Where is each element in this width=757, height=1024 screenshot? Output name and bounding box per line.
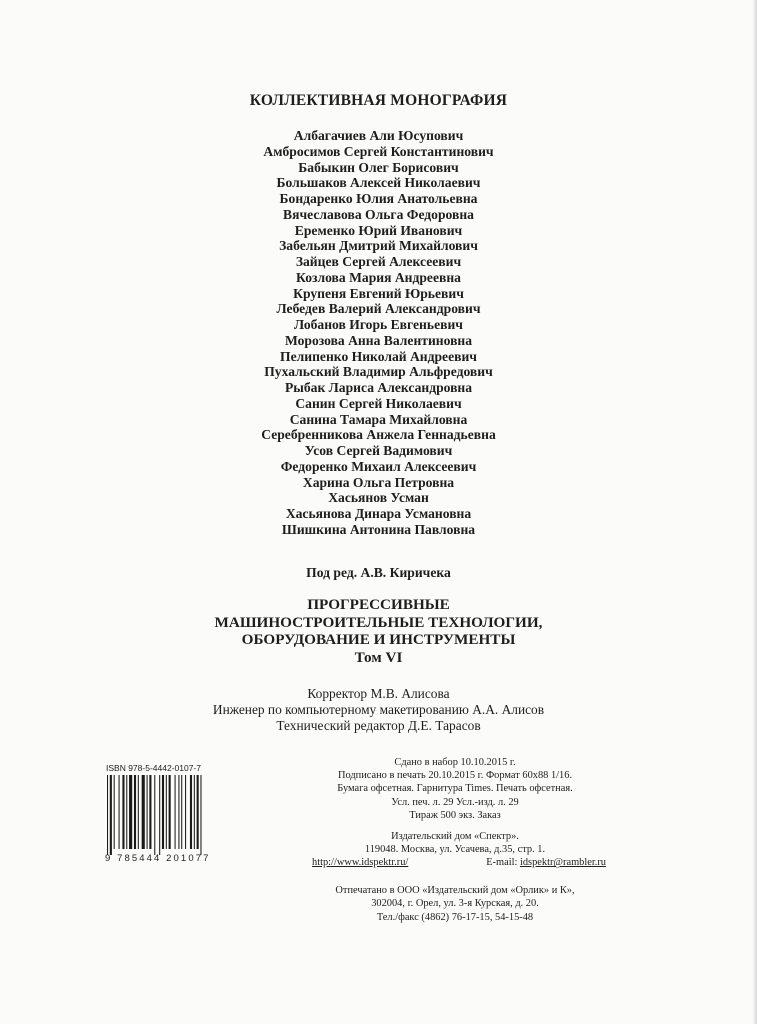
author-name: Санин Сергей Николаевич [295,395,462,411]
imprint-run: Тираж 500 экз. Заказ [409,809,501,821]
printer-line-3: Тел./факс (4862) 76-17-15, 54-15-48 [376,911,534,923]
author-name: Козлова Мария Андреевна [296,269,461,285]
author-name: Крупеня Евгений Юрьевич [293,285,464,301]
publisher-name: Издательский дом «Спектр». [391,831,519,843]
printer-line-1: Отпечатано в ООО «Издательский дом «Орлик» и К», [335,885,575,896]
author-name: Албагачиев Али Юсупович [293,128,464,143]
author-name: Федоренко Михаил Алексеевич [280,458,477,474]
author-name: Еременко Юрий Иванович [294,222,463,238]
title-line-2: МАШИНОСТРОИТЕЛЬНЫЕ ТЕХНОЛОГИИ, [214,613,543,631]
author-name: Пухальский Владимир Альфредович [264,364,493,380]
author-name: Хасьянова Динара Усмановна [285,506,472,521]
author-name: Забельян Дмитрий Михайлович [279,238,478,254]
email-label: E-mail: [486,857,520,869]
isbn-barcode [105,763,233,865]
author-name: Вячеславова Ольга Федоровна [283,206,474,222]
author-name: Большаков Алексей Николаевич [276,175,481,191]
author-name: Серебренникова Анжела Геннадьевна [261,427,496,443]
monograph-heading: КОЛЛЕКТИВНАЯ МОНОГРАФИЯ [249,92,508,109]
barcode-bars-icon [105,775,233,855]
email-contact [486,856,606,869]
barcode-number: 9 785444 201077 [105,853,211,864]
publisher-url-link[interactable]: http://www.idspektr.ru/ [312,857,409,869]
imprint-block [290,756,620,870]
book-title [0,596,757,666]
imprint-paper: Бумага офсетная. Гарнитура Times. Печать офсетная. [337,783,573,795]
printer-line-2: 302004, г. Орел, ул. 3-я Курская, д. 20. [371,898,539,910]
author-name: Лебедев Валерий Александрович [276,301,481,317]
publisher-address: 119048. Москва, ул. Усачева, д.35, стр. 1. [364,844,546,856]
author-name: Морозова Анна Валентиновна [284,332,473,348]
tech-editor-credit: Технический редактор Д.Е. Тарасов [276,718,481,733]
editor-line: Под ред. А.В. Киричека [306,565,451,580]
author-name: Хасьянов Усман [328,490,429,506]
author-name: Пелипенко Николай Андреевич [280,348,477,364]
isbn-text: ISBN 978-5-4442-0107-7 [106,763,201,773]
email-link[interactable]: idspektr@rambler.ru [519,857,606,869]
staff-credits [0,686,757,734]
author-name: Усов Сергей Вадимович [304,443,453,458]
title-line-1: ПРОГРЕССИВНЫЕ [307,596,450,613]
imprint-sheets: Усл. печ. л. 29 Усл.-изд. л. 29 [391,796,519,808]
author-name: Амбросимов Сергей Константинович [263,143,494,159]
author-list [0,128,757,538]
imprint-sent: Сдано в набор 10.10.2015 г. [394,757,516,768]
author-name: Лобанов Игорь Евгеньевич [294,317,463,332]
publisher-contacts [290,856,620,869]
engineer-credit: Инженер по компьютерному макетированию А.А. Алисов [212,702,545,717]
author-name: Шишкина Антонина Павловна [281,521,476,537]
corrector-credit: Корректор М.В. Алисова [307,686,450,701]
page-edge-shadow [753,0,757,1024]
author-name: Бабыкин Олег Борисович [298,159,459,175]
author-name: Зайцев Сергей Алексеевич [295,254,462,269]
title-line-3: ОБОРУДОВАНИЕ И ИНСТРУМЕНТЫ [241,631,516,648]
imprint-signed: Подписано в печать 20.10.2015 г. Формат 60х88 1/16. [337,770,573,782]
printer-block [290,884,620,924]
author-name: Рыбак Лариса Александровна [284,380,473,395]
author-name: Харина Ольга Петровна [302,474,455,490]
author-name: Бондаренко Юлия Анатольевна [279,191,478,206]
volume-label: Том VI [354,648,403,666]
author-name: Санина Тамара Михайловна [289,411,468,427]
